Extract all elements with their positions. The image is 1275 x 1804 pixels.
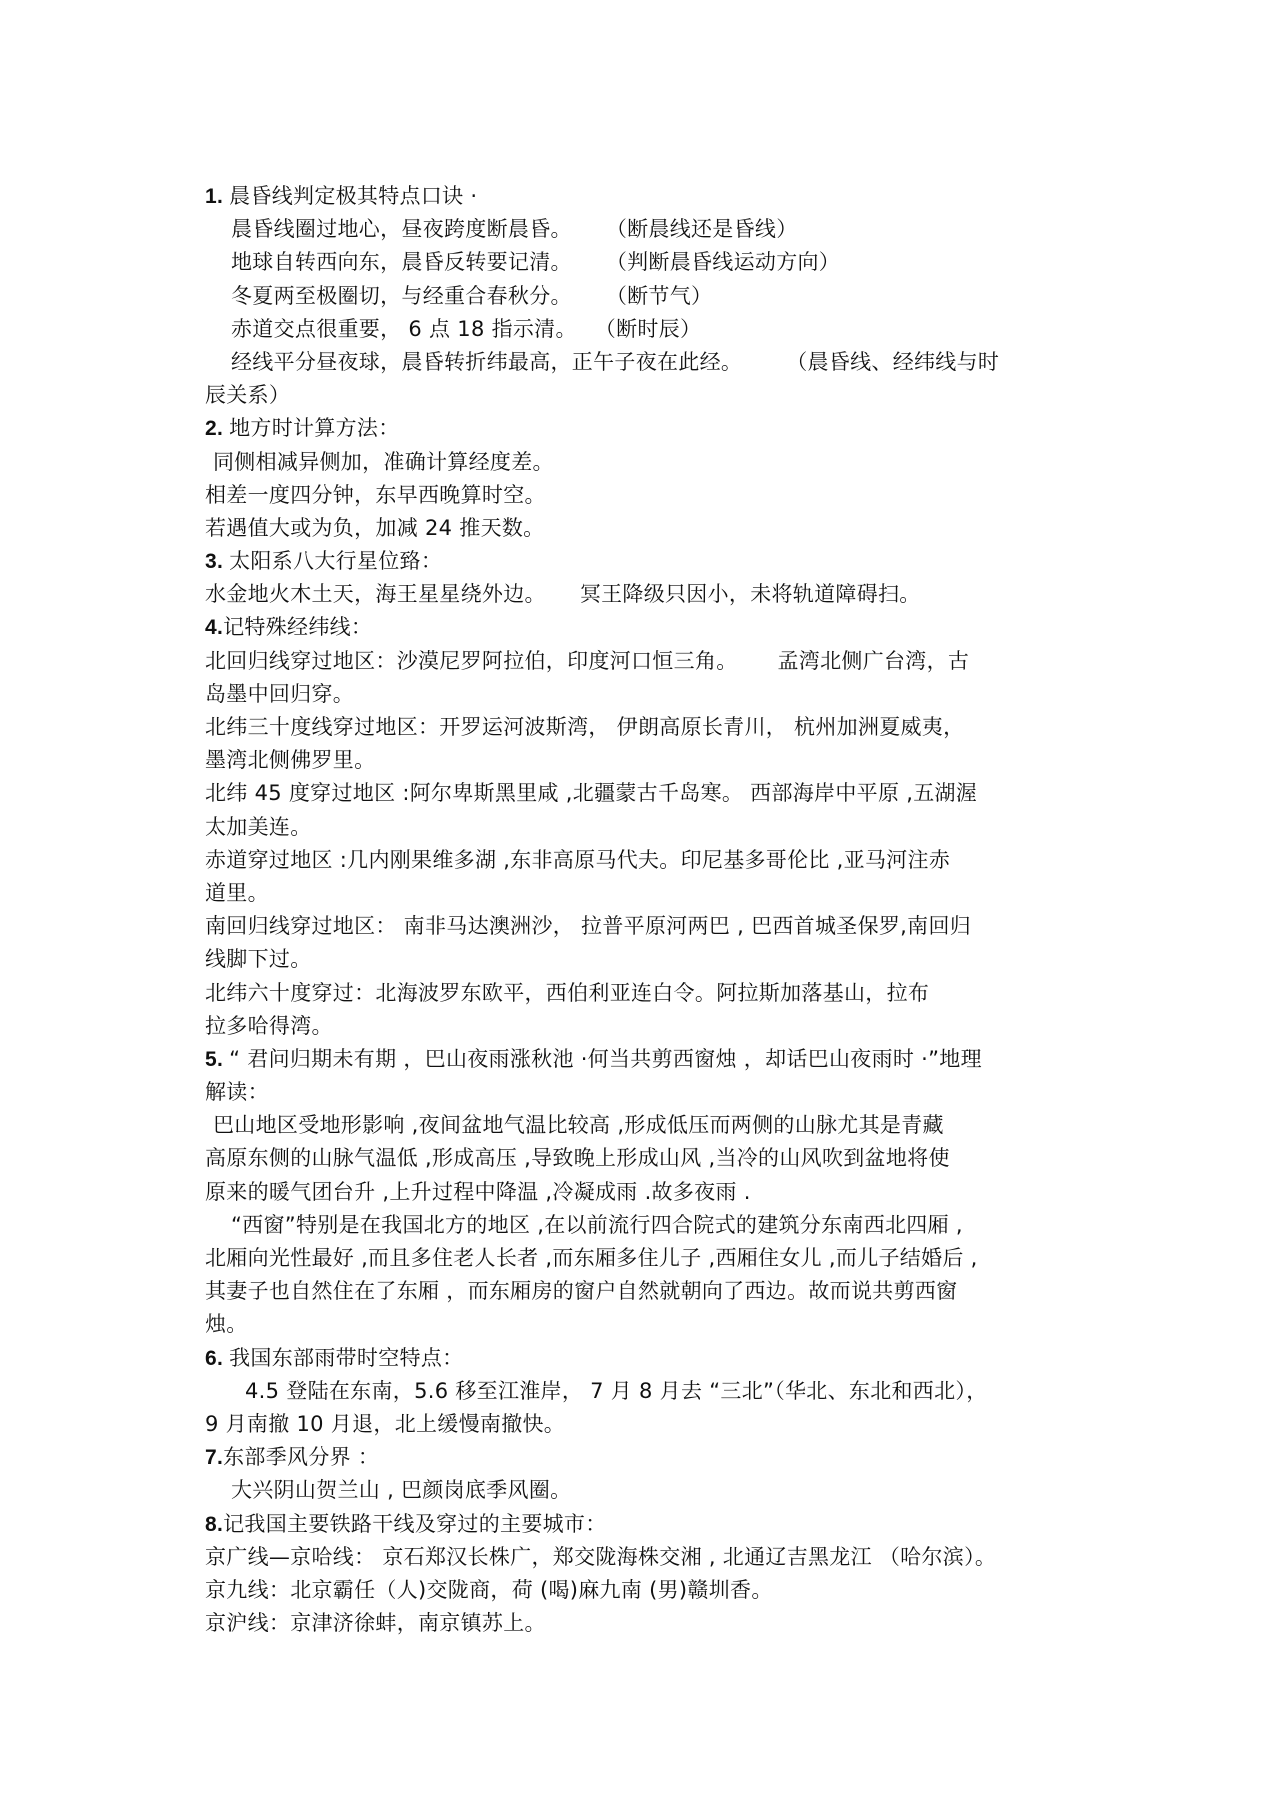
note: （判断晨昏线运动方向）: [605, 250, 841, 275]
text-line: “西窗”特别是在我国北方的地区 ,在以前流行四合院式的建筑分东南西北四厢 ,: [231, 1212, 963, 1237]
text-line: 道里。: [205, 880, 269, 905]
section-heading: [205, 412, 1085, 445]
section-number: 6.: [205, 1346, 224, 1370]
section-title: 晨昏线判定极其特点口诀 ·: [229, 184, 478, 208]
text-line: 京沪线：京津济徐蚌，南京镇苏上。: [205, 1611, 546, 1636]
text-line: [205, 280, 1085, 313]
section-number: 8.: [205, 1512, 224, 1536]
note: （断节气）: [605, 283, 713, 308]
text-line: 同侧相减异侧加，准确计算经度差。: [213, 449, 554, 474]
verse: 地球自转西向东，晨昏反转要记清。: [231, 250, 572, 275]
note: （晨昏线、经纬线与时: [786, 349, 1000, 374]
text-line: 太加美连。: [205, 814, 312, 839]
text-line: 相差一度四分钟，东早西晚算时空。: [205, 482, 546, 507]
text-line: 京广线—京哈线： 京石郑汉长株广，郑交陇海株交湘 , 北通辽吉黑龙江 （哈尔滨）。: [205, 1544, 997, 1569]
section-heading: [205, 611, 1085, 644]
text-line: 巴山地区受地形影响 ,夜间盆地气温比较高 ,形成低压而两侧的山脉尤其是青藏: [213, 1113, 944, 1138]
text-line: 辰关系）: [205, 383, 291, 408]
section-heading: [205, 1043, 1085, 1076]
section-title: 地方时计算方法：: [229, 416, 400, 441]
text-line: [205, 246, 1085, 279]
text-line: 北回归线穿过地区：沙漠尼罗阿拉伯，印度河口恒三角。 孟湾北侧广台湾，古: [205, 648, 970, 673]
section-heading: [205, 545, 1085, 578]
section-number: 1.: [205, 185, 224, 208]
text-line: 4.5 登陆在东南，5.6 移至江淮岸， 7 月 8 月去 “三北”（华北、东北和西北），: [245, 1378, 988, 1403]
text-line: 大兴阴山贺兰山 , 巴颜岗底季风圈。: [231, 1478, 572, 1503]
text-line: 京九线：北京霸任（人)交陇商，荷 (喝)麻九南 (男)赣圳香。: [205, 1577, 773, 1602]
section-heading: [205, 180, 1085, 213]
text-line: [205, 346, 1085, 379]
section-title: 东部季风分界 ：: [223, 1445, 380, 1470]
text-line: 高原东侧的山脉气温低 ,形成高压 ,导致晚上形成山风 ,当冷的山风吹到盆地将使: [205, 1146, 950, 1171]
text-line: 若遇值大或为负，加减 24 推天数。: [205, 515, 545, 540]
verse: 冬夏两至极圈切，与经重合春秋分。: [231, 283, 572, 308]
text-line: 北纬 45 度穿过地区 :阿尔卑斯黑里咸 ,北疆蒙古千岛寒。 西部海岸中平原 ,五湖渥: [205, 781, 978, 806]
text-line: 墨湾北侧佛罗里。: [205, 748, 376, 773]
section-heading: [205, 1508, 1085, 1541]
text-line: 岛墨中回归穿。: [205, 681, 355, 706]
section-number: 3.: [205, 550, 224, 574]
text-line: [205, 213, 1085, 246]
text-line: 解读：: [205, 1080, 269, 1105]
section-number: 5.: [205, 1047, 224, 1071]
text-line: 原来的暖气团台升 ,上升过程中降温 ,冷凝成雨 .故多夜雨 .: [205, 1179, 751, 1204]
section-heading: [205, 1441, 1085, 1474]
section-title: 太阳系八大行星位臵：: [229, 549, 443, 574]
text-line: 北厢向光性最好 ,而且多住老人长者 ,而东厢多住儿子 ,西厢住女儿 ,而儿子结婚后 ,: [205, 1246, 978, 1270]
section-number: 7.: [205, 1446, 224, 1470]
section-title: 我国东部雨带时空特点：: [229, 1345, 464, 1370]
verse: 晨昏线圈过地心，昼夜跨度断晨昏。: [231, 217, 572, 242]
section-title: “ 君问归期未有期 ，巴山夜雨涨秋池 ·何当共剪西窗烛 ，却话巴山夜雨时 ·”地理: [229, 1046, 982, 1071]
text-line: [205, 313, 1085, 346]
section-number: 4.: [205, 616, 224, 640]
text-line: 其妻子也自然住在了东厢 ，而东厢房的窗户自然就朝向了西边。故而说共剪西窗: [205, 1279, 958, 1304]
section-heading: [205, 1342, 1085, 1375]
text-line: 线脚下过。: [205, 947, 312, 972]
text-line: 拉多哈得湾。: [205, 1013, 333, 1038]
note: （断晨线还是昏线）: [605, 217, 798, 242]
document-content: [205, 180, 1085, 1640]
section-title: 记特殊经纬线：: [223, 615, 373, 640]
section-title: 记我国主要铁路干线及穿过的主要城市：: [223, 1511, 607, 1536]
text-line: 9 月南撤 10 月退，北上缓慢南撤快。: [205, 1411, 566, 1436]
verse: 经线平分昼夜球，晨昏转折纬最高，正午子夜在此经。: [231, 349, 743, 374]
text-line: 北纬六十度穿过：北海波罗东欧平，西伯利亚连白令。阿拉斯加落基山，拉布: [205, 980, 930, 1005]
text-line: 南回归线穿过地区： 南非马达澳洲沙， 拉普平原河两巴 , 巴西首城圣保罗,南回归: [205, 914, 972, 939]
note: （断时辰）: [594, 316, 702, 341]
section-number: 2.: [205, 417, 224, 441]
text-line: 北纬三十度线穿过地区：开罗运河波斯湾， 伊朗高原长青川， 杭州加洲夏威夷，: [205, 715, 965, 739]
text-line: 赤道穿过地区 :几内刚果维多湖 ,东非高原马代夫。印尼基多哥伦比 ,亚马河注赤: [205, 847, 951, 872]
verse: 赤道交点很重要， 6 点 18 指示清。: [231, 316, 577, 341]
text-line: 水金地火木土天，海王星星绕外边。 冥王降级只因小，未将轨道障碍扫。: [205, 582, 921, 607]
text-line: 烛。: [205, 1312, 248, 1337]
